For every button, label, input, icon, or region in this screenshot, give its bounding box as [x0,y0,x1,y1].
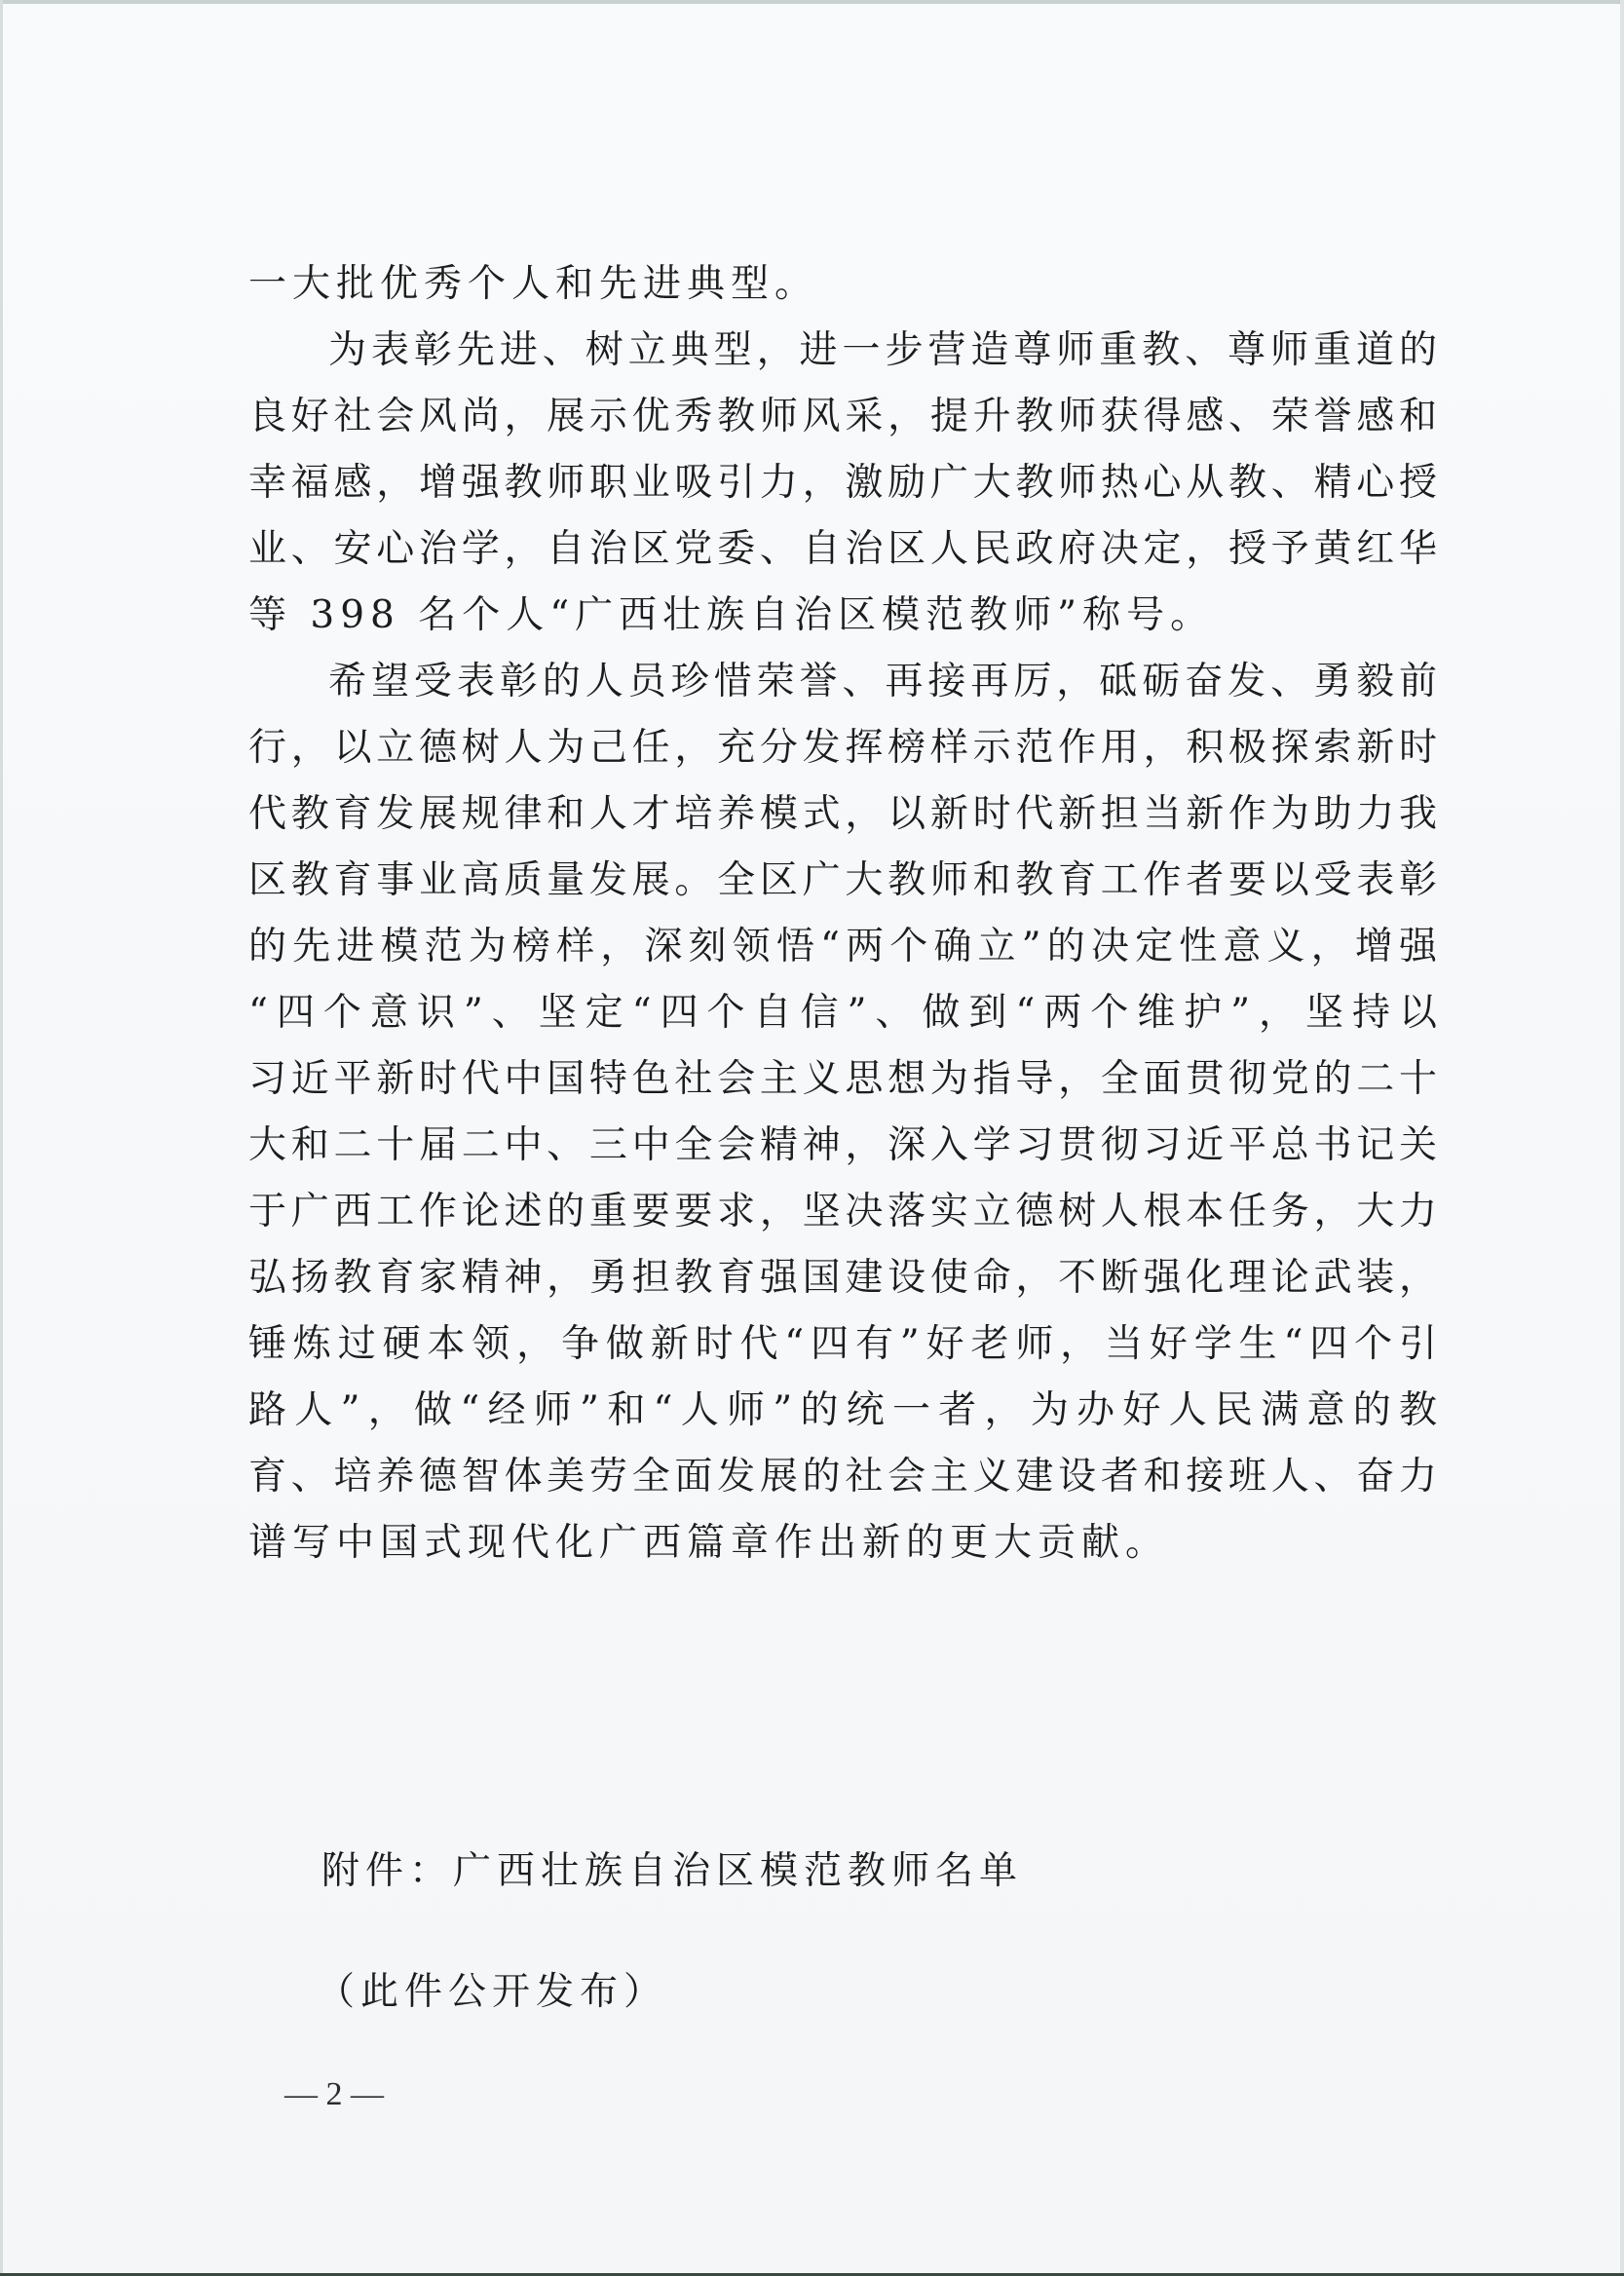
paragraph-line: 良好社会风尚，展示优秀教师风采，提升教师获得感、荣誉感和 [248,395,1437,438]
paragraph-line: 希望受表彰的人员珍惜荣誉、再接再厉，砥砺奋发、勇毅前 [328,660,1437,703]
scan-edge-right [1620,0,1624,2276]
paragraph-line: 为表彰先进、树立典型，进一步营造尊师重教、尊师重道的 [328,328,1437,372]
scan-edge-top [0,0,1624,4]
paragraph-line: 的先进模范为榜样，深刻领悟“两个确立”的决定性意义，增强 [248,925,1437,968]
paragraph-line: “四个意识”、坚定“四个自信”、做到“两个维护”，坚持以 [248,991,1437,1035]
paragraph-line: 谱写中国式现代化广西篇章作出新的更大贡献。 [248,1521,1170,1565]
paragraph-line: 路人”，做“经师”和“人师”的统一者，为办好人民满意的教 [248,1388,1437,1432]
publish-note: （此件公开发布） [317,1970,668,2014]
paragraph-line: 于广西工作论述的重要要求，坚决落实立德树人根本任务，大力 [248,1190,1437,1233]
paragraph-line: 代教育发展规律和人才培养模式，以新时代新担当新作为助力我 [248,792,1437,836]
paragraph-line: 区教育事业高质量发展。全区广大教师和教育工作者要以受表彰 [248,858,1437,902]
paragraph-line: 大和二十届二中、三中全会精神，深入学习贯彻习近平总书记关 [248,1123,1437,1167]
paragraph-line: 业、安心治学，自治区党委、自治区人民政府决定，授予黄红华 [248,527,1437,571]
paragraph-line: 幸福感，增强教师职业吸引力，激励广大教师热心从教、精心授 [248,461,1437,505]
paragraph-line: 一大批优秀个人和先进典型。 [248,262,819,306]
paragraph-line: 习近平新时代中国特色社会主义思想为指导，全面贯彻党的二十 [248,1057,1437,1101]
scan-edge-left [0,0,3,2276]
paragraph-line: 行，以立德树人为己任，充分发挥榜样示范作用，积极探索新时 [248,726,1437,770]
attachment-line: 附件：广西壮族自治区模范教师名单 [321,1849,1024,1893]
page-number: — 2 — [284,2076,384,2112]
paragraph-line: 弘扬教育家精神，勇担教育强国建设使命，不断强化理论武装， [248,1256,1437,1300]
document-body [248,251,1437,1576]
paragraph-line: 等 398 名个人“广西壮族自治区模范教师”称号。 [248,593,1215,637]
paragraph-line: 育、培养德智体美劳全面发展的社会主义建设者和接班人、奋力 [248,1455,1437,1498]
paragraph-line: 锤炼过硬本领，争做新时代“四有”好老师，当好学生“四个引 [248,1322,1437,1366]
